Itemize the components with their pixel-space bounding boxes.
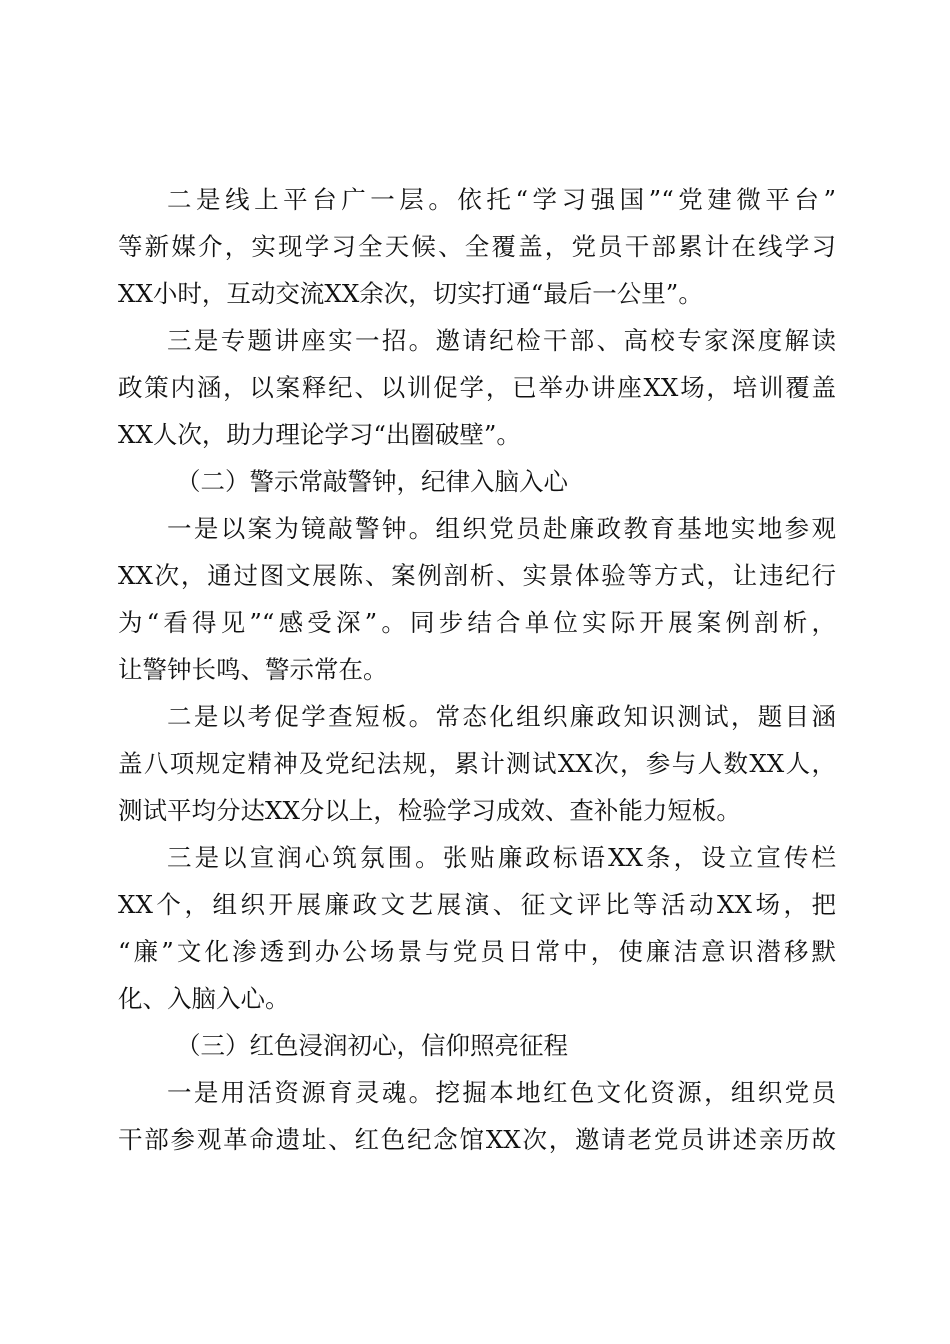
paragraph-line: 让警钟长鸣、警示常在。 [118, 655, 388, 684]
paragraph-line: 政策内涵，以案释纪、以训促学，已举办讲座XX场，培训覆盖 [118, 373, 836, 402]
paragraph-line: XX人次，助力理论学习“出圈破壁”。 [118, 420, 521, 449]
paragraph-line: 一是以案为镜敲警钟。组织党员赴廉政教育基地实地参观 [167, 514, 836, 543]
paragraph-line: 一是用活资源育灵魂。挖掘本地红色文化资源，组织党员 [167, 1078, 836, 1107]
paragraph-line: 干部参观革命遗址、红色纪念馆XX次，邀请老党员讲述亲历故 [118, 1125, 836, 1154]
paragraph-line: 二是线上平台广一层。依托“学习强国”“党建微平台” [167, 185, 836, 214]
paragraph-line: “廉”文化渗透到办公场景与党员日常中，使廉洁意识潜移默 [118, 937, 836, 966]
paragraph-line: 二是以考促学查短板。常态化组织廉政知识测试，题目涵 [167, 702, 836, 731]
paragraph-line: 盖八项规定精神及党纪法规，累计测试XX次，参与人数XX人， [118, 749, 836, 778]
paragraph-line: 三是以宣润心筑氛围。张贴廉政标语XX条，设立宣传栏 [167, 843, 836, 872]
paragraph-line: XX个，组织开展廉政文艺展演、征文评比等活动XX场，把 [118, 890, 836, 919]
paragraph-line: 为“看得见”“感受深”。同步结合单位实际开展案例剖析， [118, 608, 836, 637]
paragraph-line: 测试平均分达XX分以上，检验学习成效、查补能力短板。 [118, 796, 741, 825]
paragraph-line: 等新媒介，实现学习全天候、全覆盖，党员干部累计在线学习 [118, 232, 836, 261]
paragraph-line: XX次，通过图文展陈、案例剖析、实景体验等方式，让违纪行 [118, 561, 836, 590]
paragraph-line: 化、入脑入心。 [118, 984, 290, 1013]
paragraph-line: XX小时，互动交流XX余次，切实打通“最后一公里”。 [118, 279, 703, 308]
section-heading: （二）警示常敲警钟，纪律入脑入心 [176, 467, 568, 496]
document-body [118, 176, 836, 1163]
section-heading: （三）红色浸润初心，信仰照亮征程 [176, 1031, 568, 1060]
paragraph-line: 三是专题讲座实一招。邀请纪检干部、高校专家深度解读 [167, 326, 836, 355]
